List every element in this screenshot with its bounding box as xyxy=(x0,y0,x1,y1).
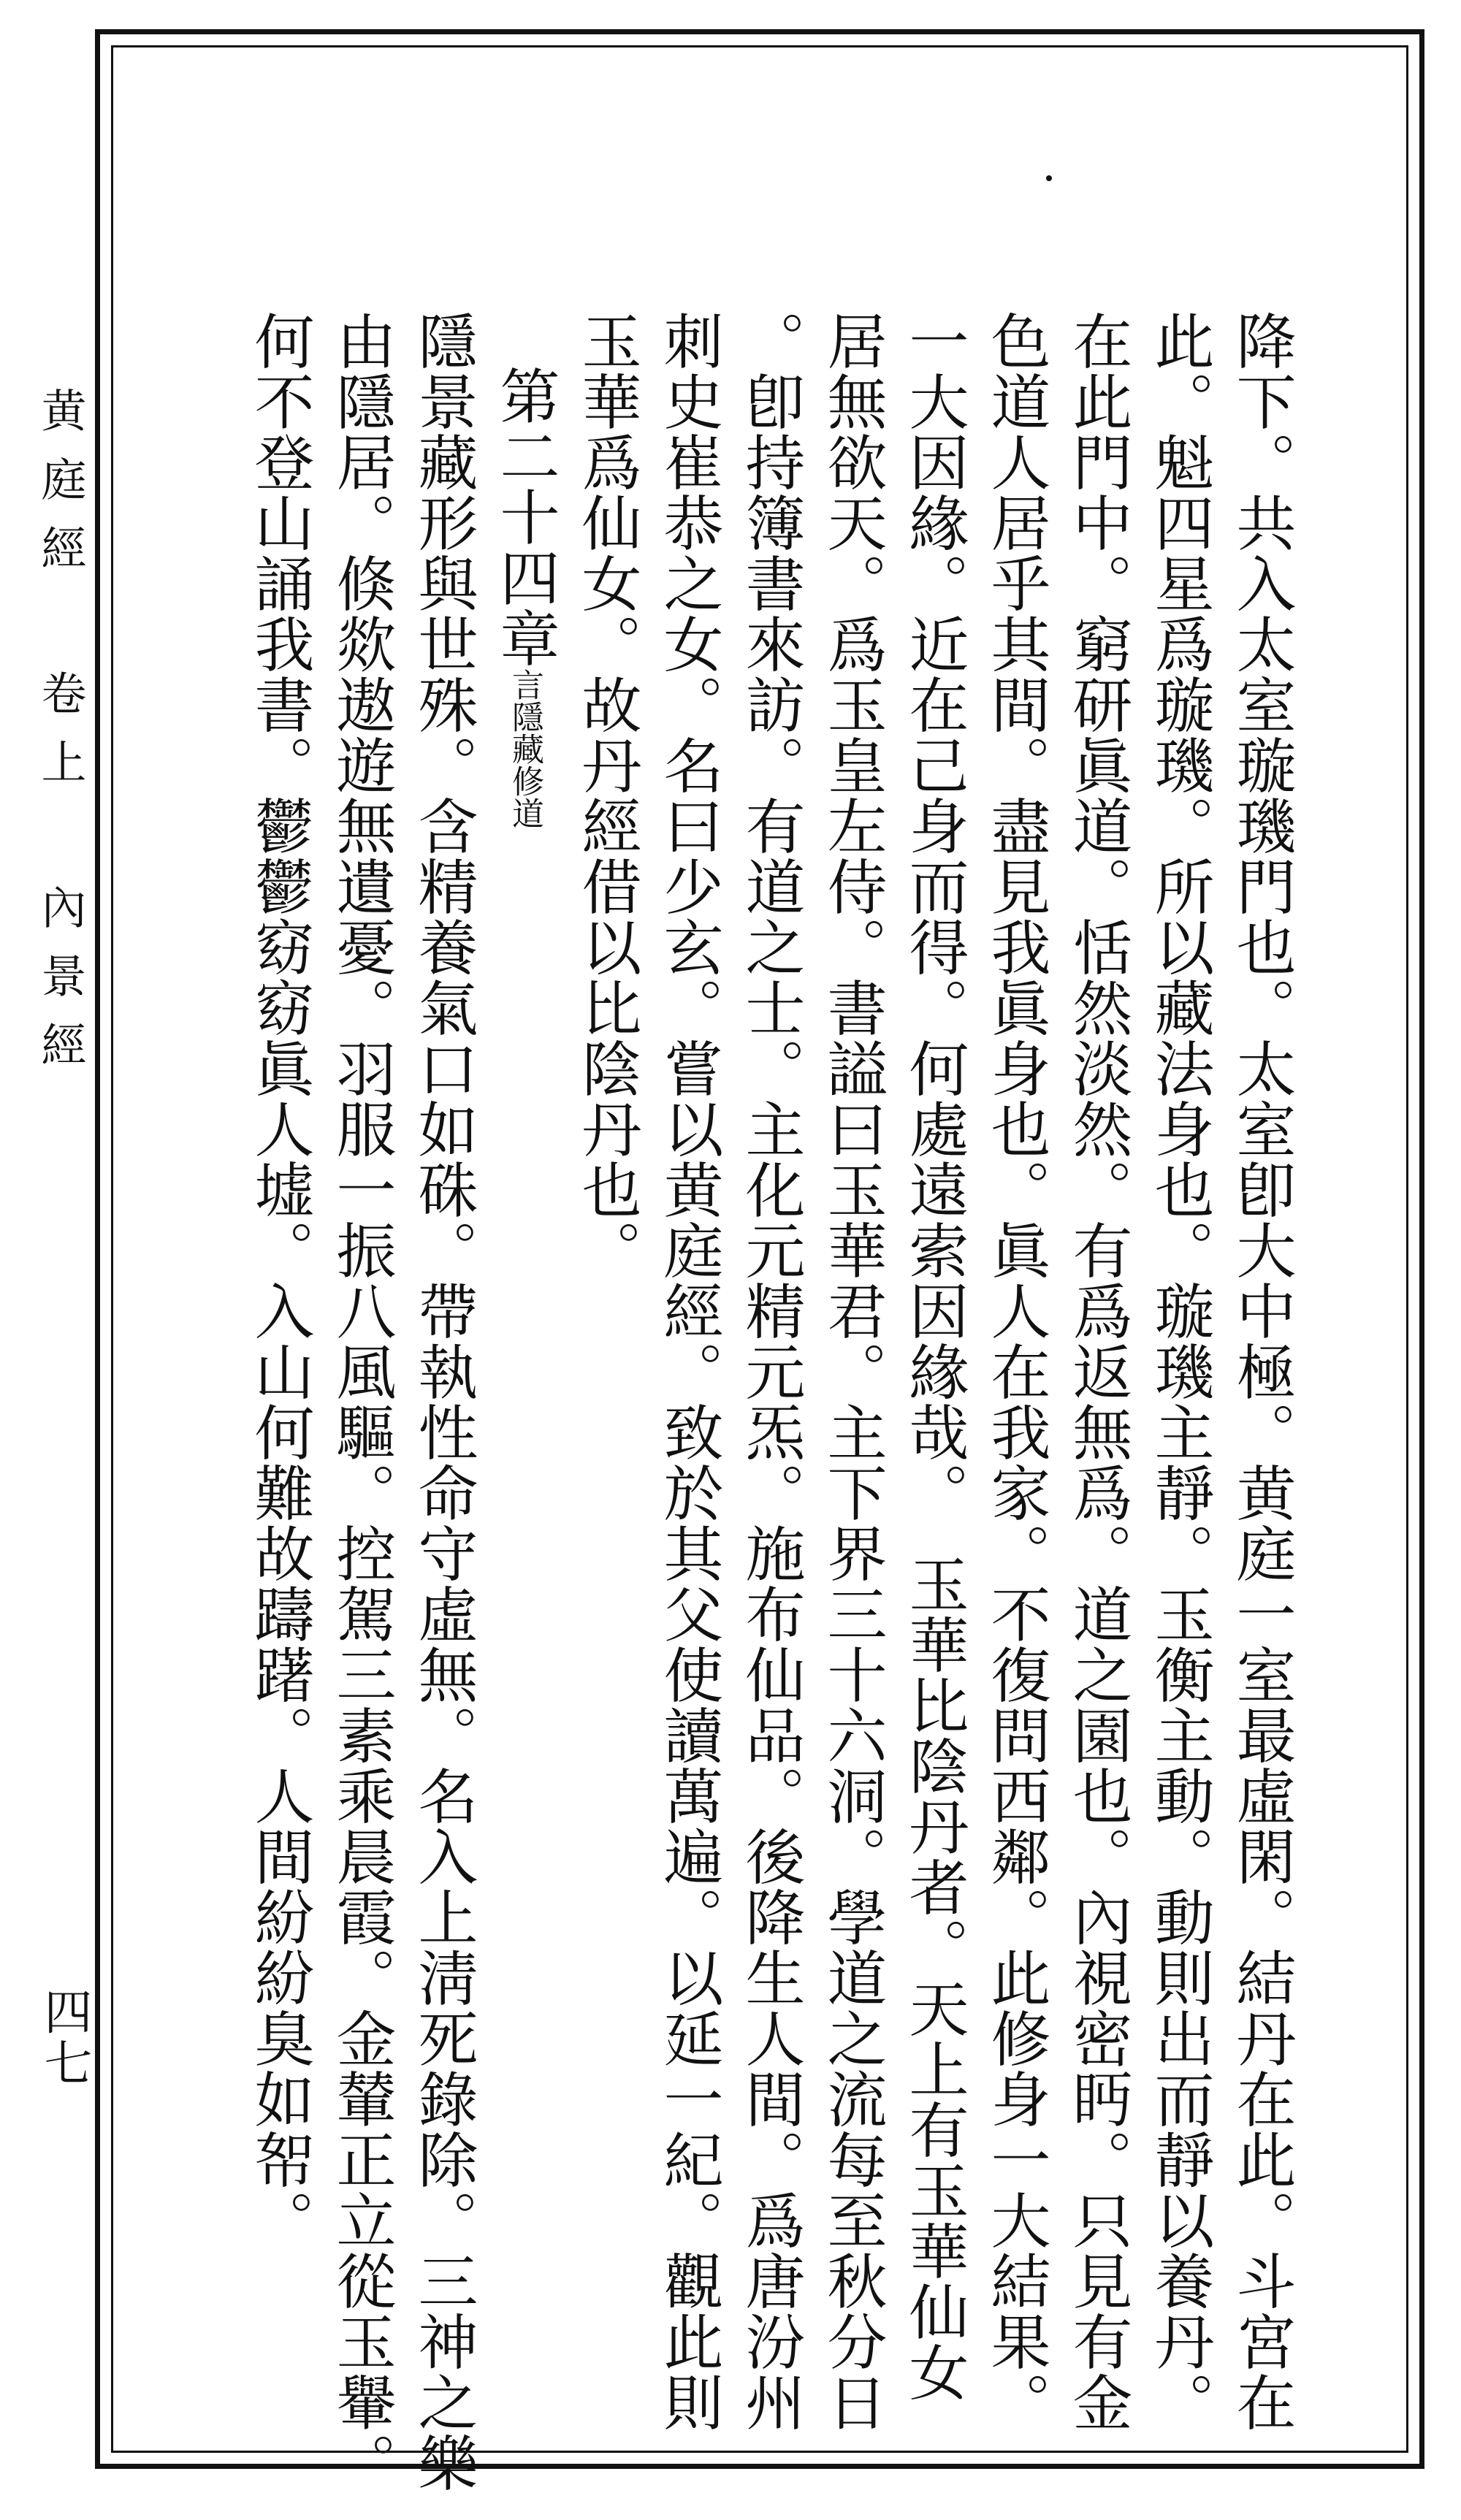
running-title: 黄庭經 卷上 內景經 xyxy=(34,387,87,1090)
text-column-3: 在此門中。窮研眞道。恬然淡然。有爲返無爲。道之園也。內視密眄。只見有金 xyxy=(1063,310,1132,2432)
text-column-7: 。卽持簿書來訪。有道之士。主化元精元炁。施布仙品。後降生人間。爲唐汾州 xyxy=(736,310,805,2432)
chapter-note: 言隱藏修道 xyxy=(506,668,543,829)
text-column-11: 隱景藏形與世殊。含精養氣口如硃。帶執性命守虛無。名入上淸死錄除。三神之樂 xyxy=(408,310,478,2493)
text-column-8: 刺史崔恭之女。名曰少玄。嘗以黄庭經。致於其父使讀萬遍。以延一紀。觀此則 xyxy=(654,310,723,2432)
text-column-2: 此。魁四星爲璇璣。所以藏法身也。璇璣主靜。玉衡主動。動則出而靜以養丹。 xyxy=(1145,310,1214,2432)
text-column-12: 由隱居。倏欻遨遊無遺憂。羽服一振八風驅。控駕三素乘晨霞。金輦正立從玉轝。 xyxy=(327,310,396,2493)
text-column-9: 玉華爲仙女。故丹經借以比陰丹也。 xyxy=(572,310,641,1280)
page-number: 四七 xyxy=(36,1987,92,2089)
text-column-5: 一大因緣。近在己身而得。何處遠索因緣哉。 玉華比陰丹者。天上有玉華仙女 xyxy=(899,310,969,2402)
ink-speck xyxy=(1046,175,1052,181)
chapter-title: 第二十四章 xyxy=(490,365,560,668)
text-column-13: 何不登山誦我書。鬱鬱窈窈眞人墟。入山何難故躊躇。人間紛紛臭如帤。 xyxy=(245,310,314,2250)
text-column-4: 色道人居乎其間。盡見我眞身也。眞人在我家。不復問西鄰。此修身一大結果。 xyxy=(981,310,1050,2432)
text-column-1: 降下。共入太室璇璣門也。太室卽大中極。黄庭一室最虛閑。結丹在此。斗宮在 xyxy=(1227,310,1296,2432)
text-column-6: 居無欲天。爲玉皇左侍。書謚曰玉華君。主下界三十六洞。學道之流每至秋分日 xyxy=(817,310,887,2432)
chapter-heading xyxy=(490,365,560,2520)
